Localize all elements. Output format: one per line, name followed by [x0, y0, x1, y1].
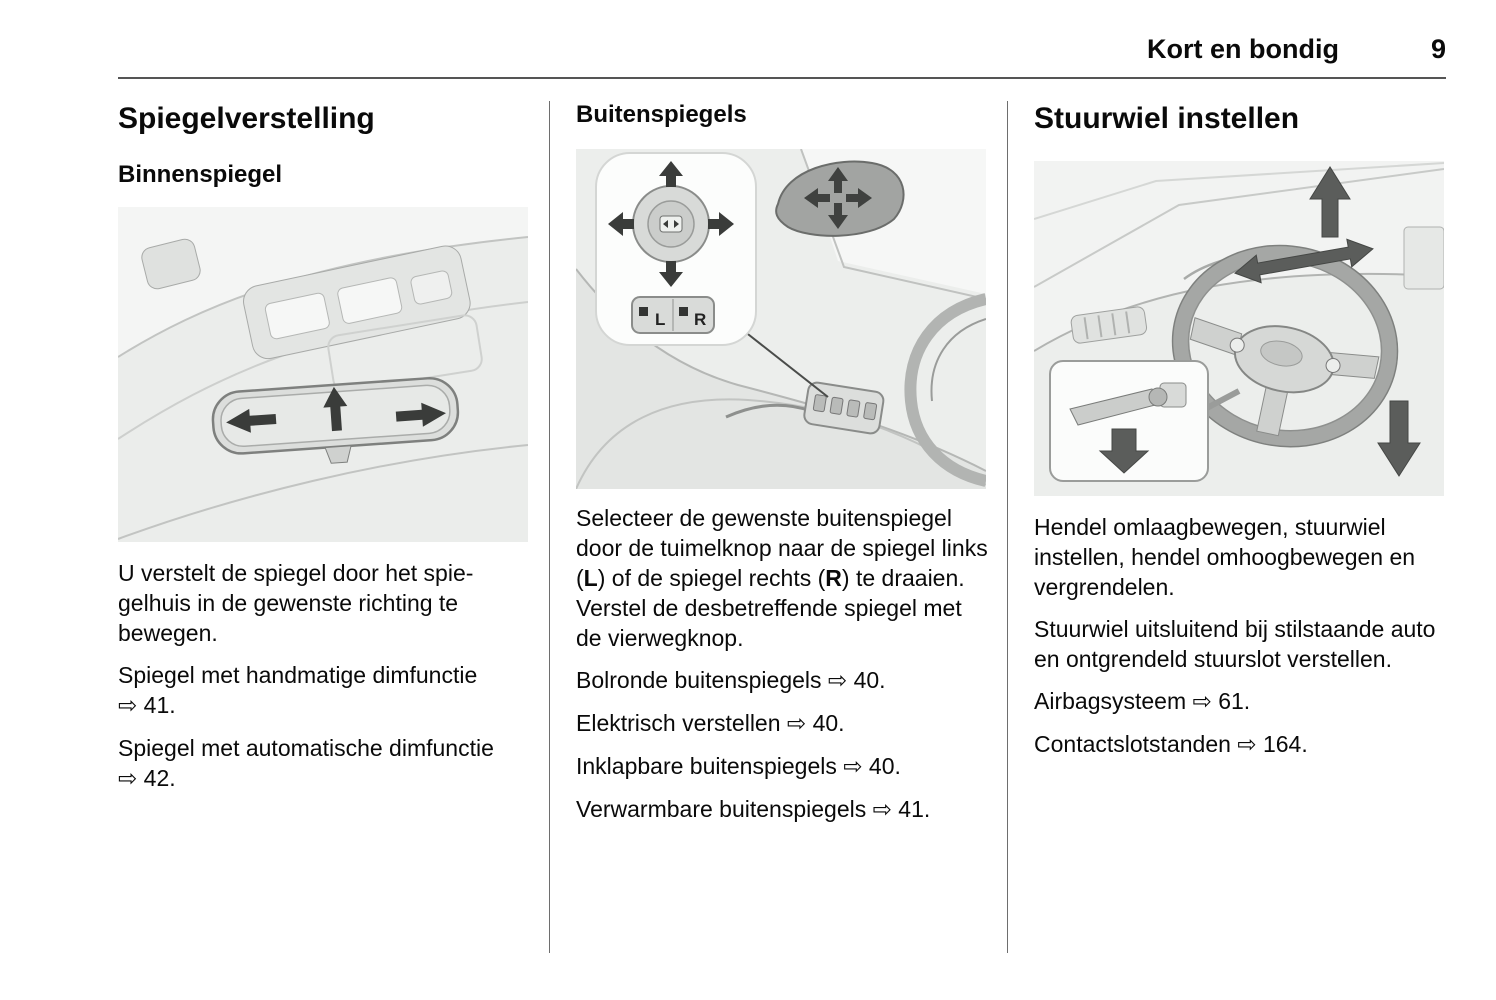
cross-reference — [576, 708, 988, 739]
page-ref-arrow-icon: ⇨ — [786, 711, 807, 737]
interior-mirror-figure — [118, 207, 530, 542]
steering-wheel-illustration — [1034, 161, 1444, 496]
reference-label: Inklapbare buitenspiegels — [576, 753, 837, 779]
heading-mirror-adjustment: Spiegelverstelling — [118, 102, 375, 135]
column-steering-wheel — [1034, 101, 1446, 953]
section-title: Kort en bondig — [1147, 34, 1339, 64]
column-exterior-mirrors — [576, 101, 988, 953]
cross-reference — [1034, 686, 1446, 717]
cross-reference — [118, 660, 530, 721]
reference-target — [1237, 731, 1307, 757]
reference-target — [843, 753, 901, 779]
reference-page: 164. — [1262, 731, 1308, 757]
reference-label: Bolronde buitenspiegels — [576, 667, 822, 693]
cross-reference — [576, 751, 988, 782]
body-paragraph — [576, 503, 988, 653]
reference-target — [1193, 688, 1251, 714]
reference-page: 40. — [812, 710, 845, 736]
reference-target — [787, 710, 845, 736]
reference-page: 40. — [853, 667, 886, 693]
mirror-select-left-label: L — [655, 310, 666, 329]
page-ref-arrow-icon: ⇨ — [1237, 732, 1257, 758]
page-number: 9 — [1430, 34, 1446, 64]
header-rule — [118, 77, 1446, 79]
reference-label: Verwarmbare buitenspiegels — [576, 796, 867, 822]
steering-lock-lever-inset — [1050, 361, 1208, 481]
body-paragraph: U verstelt de spiegel door het spiegelhuis in de gewenste richting te bewegen. — [118, 560, 474, 646]
page-ref-arrow-icon: ⇨ — [843, 754, 863, 780]
reference-label: Airbagsysteem — [1034, 688, 1187, 714]
cross-reference — [118, 733, 530, 794]
column-divider — [549, 101, 550, 953]
reference-target — [828, 667, 886, 693]
subheading-interior-mirror: Binnenspiegel — [118, 161, 283, 188]
page-ref-arrow-icon: ⇨ — [118, 766, 138, 792]
mirror-select-right-label: R — [694, 310, 707, 329]
heading-steering-wheel: Stuurwiel instellen — [1034, 102, 1300, 135]
column-divider — [1007, 101, 1008, 953]
reference-label: Contactslotstanden — [1034, 731, 1231, 757]
reference-page: 40. — [868, 753, 901, 779]
reference-page: 61. — [1218, 688, 1251, 714]
mirror-right-key: R — [825, 565, 842, 591]
reference-page: 41. — [143, 692, 176, 718]
steering-wheel-figure — [1034, 161, 1446, 496]
reference-label: Elektrisch verstellen — [576, 710, 781, 736]
paragraph-part: ) te draaien. Verstel de desbetreffende spiegel met de vierwegknop. — [576, 565, 965, 651]
page-header — [118, 34, 1446, 77]
mirror-control-callout — [596, 153, 756, 345]
cross-reference — [576, 794, 988, 825]
page-ref-arrow-icon: ⇨ — [827, 668, 848, 694]
paragraph-part: ) of de spiegel rechts ( — [597, 565, 826, 591]
page-ref-arrow-icon: ⇨ — [872, 797, 892, 823]
reference-target — [118, 765, 176, 791]
reference-label: Spiegel met handmatige dimfunctie — [118, 662, 478, 688]
cross-reference — [576, 665, 988, 696]
column-mirror-adjustment — [118, 101, 530, 953]
body-paragraph: Hendel omlaagbewegen, stuurwiel instellen, hendel omhoogbewegen en vergrendelen. — [1034, 514, 1416, 600]
exterior-mirror-illustration — [576, 149, 986, 489]
mirror-select-switch — [632, 297, 714, 333]
page-ref-arrow-icon: ⇨ — [1192, 689, 1212, 715]
mirror-left-key: L — [583, 565, 598, 591]
reference-target — [118, 692, 176, 718]
heading-exterior-mirrors: Buitenspiegels — [576, 101, 747, 128]
body-paragraph: Stuurwiel uitsluitend bij stilstaande auto en ontgrendeld stuurslot verstellen. — [1034, 616, 1436, 672]
paragraph-part: Selecteer de gewenste buitenspiegel door de tuimelknop naar de spiegel links ( — [576, 505, 988, 591]
reference-target — [873, 796, 931, 822]
cross-reference — [1034, 729, 1446, 760]
exterior-mirror-figure — [576, 149, 988, 489]
page-ref-arrow-icon: ⇨ — [118, 693, 138, 719]
interior-mirror-illustration — [118, 207, 528, 542]
reference-page: 42. — [143, 765, 176, 791]
reference-label: Spiegel met automatische dimfunctie — [118, 735, 494, 761]
reference-page: 41. — [898, 796, 931, 822]
content-columns — [118, 101, 1446, 953]
